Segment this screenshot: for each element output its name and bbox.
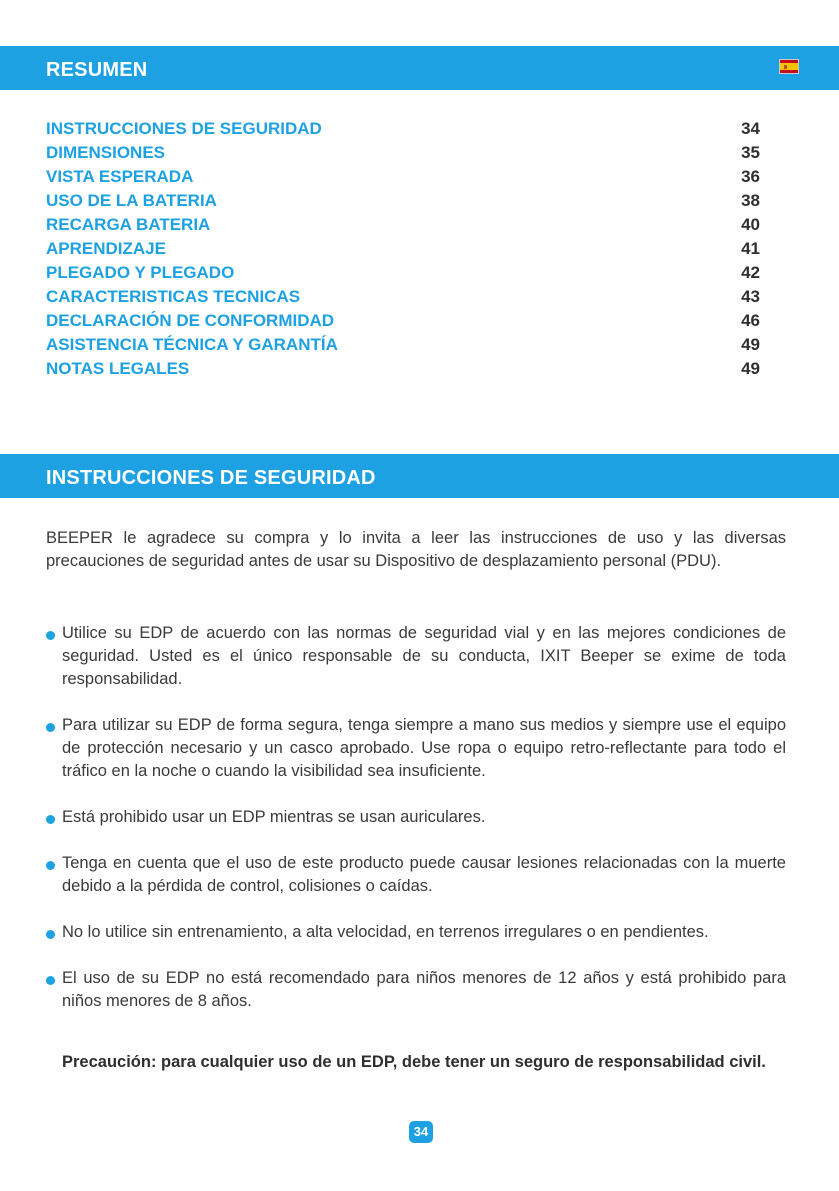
caution-note: Precaución: para cualquier uso de un EDP, debe tener un seguro de responsabilidad civil. [62, 1053, 766, 1071]
toc-item-label: NOTAS LEGALES [46, 359, 190, 378]
toc-item [46, 165, 760, 189]
spain-flag-icon [779, 59, 799, 74]
list-item [46, 967, 786, 1013]
safety-intro: BEEPER le agradece su compra y lo invita a leer las instrucciones de uso y las diversas precauciones de seguridad antes de usar su Dispositivo de desplazamiento personal (PDU). [46, 529, 786, 570]
toc-item [46, 333, 760, 357]
toc-item [46, 285, 760, 309]
toc-item-label: RECARGA BATERIA [46, 215, 211, 234]
toc-item-label: INSTRUCCIONES DE SEGURIDAD [46, 119, 322, 138]
toc-item [46, 309, 760, 333]
bullet-dot-icon [46, 976, 55, 985]
toc-item-page: 46 [741, 311, 760, 330]
list-item [46, 852, 786, 898]
bullet-dot-icon [46, 861, 55, 870]
bullet-dot-icon [46, 930, 55, 939]
toc-item-page: 40 [741, 215, 760, 234]
safety-list [46, 622, 786, 1036]
toc-item-page: 41 [741, 239, 760, 258]
toc-item [46, 117, 760, 141]
list-item [46, 806, 786, 829]
table-of-contents [46, 117, 760, 381]
toc-item-page: 34 [741, 119, 760, 138]
list-item-text: No lo utilice sin entrenamiento, a alta velocidad, en terrenos irregulares o en pendientes. [62, 923, 709, 941]
summary-title: RESUMEN [46, 59, 148, 81]
toc-item-page: 42 [741, 263, 760, 282]
bullet-dot-icon [46, 723, 55, 732]
toc-item [46, 141, 760, 165]
list-item [46, 714, 786, 783]
toc-item-page: 49 [741, 335, 760, 354]
bullet-dot-icon [46, 631, 55, 640]
toc-item-label: DIMENSIONES [46, 143, 166, 162]
toc-item-page: 43 [741, 287, 760, 306]
list-item [46, 622, 786, 691]
list-item-text: Utilice su EDP de acuerdo con las normas de seguridad vial y en las mejores condiciones de seguridad. Usted es el único responsable de su conducta, IXIT Beeper se exime de toda responsabilidad. [62, 624, 786, 688]
page-number-badge: 34 [409, 1121, 433, 1143]
toc-item-label: PLEGADO Y PLEGADO [46, 263, 235, 282]
toc-item [46, 189, 760, 213]
list-item [46, 921, 786, 944]
bullet-dot-icon [46, 815, 55, 824]
toc-item-label: VISTA ESPERADA [46, 167, 194, 186]
toc-item-label: ASISTENCIA TÉCNICA Y GARANTÍA [46, 335, 338, 354]
summary-banner [0, 46, 839, 90]
toc-item [46, 237, 760, 261]
toc-item [46, 357, 760, 381]
toc-item-label: CARACTERISTICAS TECNICAS [46, 287, 301, 306]
toc-item-page: 35 [741, 143, 760, 162]
list-item-text: Tenga en cuenta que el uso de este producto puede causar lesiones relacionadas con la muerte debido a la pérdida de control, colisiones o caídas. [62, 854, 786, 895]
list-item-text: El uso de su EDP no está recomendado para niños menores de 12 años y está prohibido para niños menores de 8 años. [62, 969, 786, 1010]
toc-item-label: APRENDIZAJE [46, 239, 166, 258]
list-item-text: Está prohibido usar un EDP mientras se usan auriculares. [62, 808, 486, 826]
toc-item-label: DECLARACIÓN DE CONFORMIDAD [46, 311, 335, 330]
toc-item-label: USO DE LA BATERIA [46, 191, 217, 210]
toc-item [46, 213, 760, 237]
toc-item-page: 49 [741, 359, 760, 378]
safety-banner [0, 454, 839, 498]
toc-item-page: 36 [741, 167, 760, 186]
toc-item-page: 38 [741, 191, 760, 210]
list-item-text: Para utilizar su EDP de forma segura, tenga siempre a mano sus medios y siempre use el equipo de protección necesario y un casco aprobado. Use ropa o equipo retro-reflectante para todo el tráfico en la noche o cuando la visibilidad sea insuficiente. [62, 716, 786, 780]
toc-item [46, 261, 760, 285]
safety-title: INSTRUCCIONES DE SEGURIDAD [46, 467, 376, 489]
